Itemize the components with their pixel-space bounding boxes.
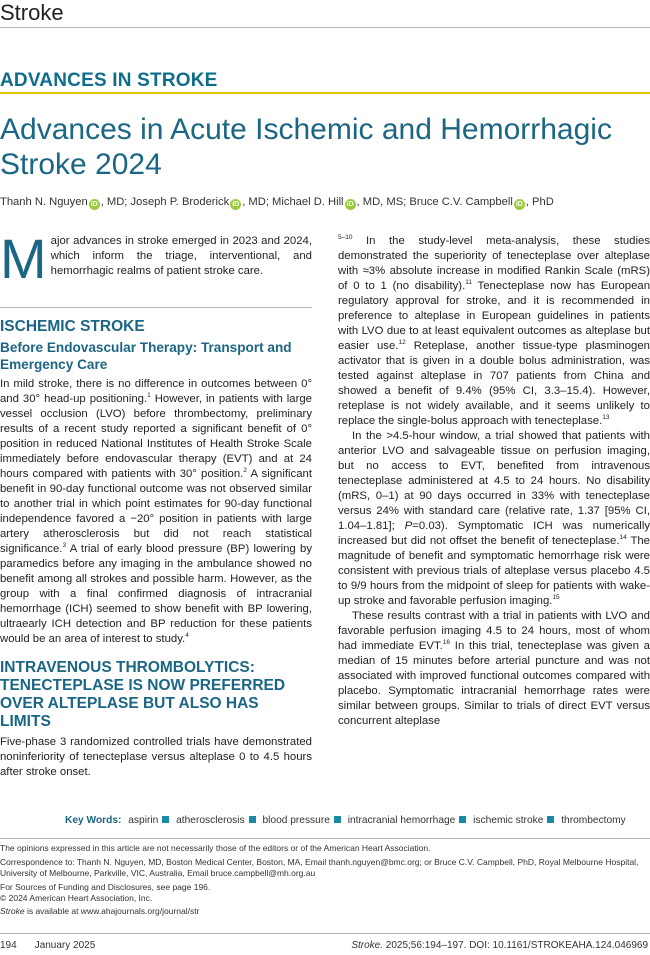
keyword: intracranial hemorrhage xyxy=(347,815,456,826)
reference[interactable]: 3 xyxy=(62,542,67,550)
footnote-divider xyxy=(0,838,650,839)
issue-date: January 2025 xyxy=(34,940,96,951)
keywords-row xyxy=(65,815,626,826)
heading-before-evt: Before Endovascular Therapy: Transport and Emergency Care xyxy=(0,340,292,372)
orcid-icon[interactable]: iD xyxy=(90,201,98,208)
lede-divider xyxy=(0,307,312,308)
square-bullet-icon xyxy=(249,816,256,823)
square-bullet-icon xyxy=(162,816,169,823)
author-name: Thanh N. Nguyen xyxy=(0,196,88,208)
orcid-icon[interactable]: iD xyxy=(346,201,354,208)
keyword: ischemic stroke xyxy=(473,815,544,826)
left-column xyxy=(0,227,312,780)
author-name: Bruce C.V. Campbell xyxy=(409,196,513,208)
reference[interactable]: 12 xyxy=(398,339,406,347)
paragraph-positioning: In mild stroke, there is no difference in outcomes between 0° and 30° head-up positioning.$^1$ However, in patients with large vessel occlusion (LVO) before thrombectomy, preliminary results of a recent study reported a significant benefit of 0° position in reduced National Institutes of Health Stroke Scale immediately before endovascular therapy (EVT) and at 24 hours compared with patients with 30° position.$^2$ A significant benefit in 90-day functional outcome was not observed similar to another trial in which point estimates for 90-day functional independence favored a −20° position in patients with large artery atherosclerosis but did not reach statistical significance.$^3$ A trial of early blood pressure (BP) lowering by paramedics before any imaging in the ambulance showed no benefit among all strokes and possible harm. However, as the group with a final confirmed diagnosis of intracranial hemorrhage (ICH) seemed to show benefit with BP lowering, ultraearly ICH detection and BP reduction for these patients would be an area of interest to study.$^4$ xyxy=(0,378,312,645)
square-bullet-icon xyxy=(547,816,554,823)
section-label: ADVANCES IN STROKE xyxy=(0,70,218,91)
page-footer-left xyxy=(0,940,113,951)
orcid-icon[interactable]: iD xyxy=(232,201,240,208)
journal-name: Stroke xyxy=(0,0,64,25)
reference[interactable]: 15 xyxy=(552,594,560,602)
header-divider xyxy=(0,27,650,28)
square-bullet-icon xyxy=(459,816,466,823)
paragraph-tenecteplase-part2: $^{5-10}$ In the study-level meta-analysis, these studies demonstrated the superiority of tenecteplase over alteplase with ≈3% absolute increase in modified Rankin Scale (mRS) of 0 to 1 (no disability).$^{11}$ Tenecteplase now has European regulatory approval for stroke, and it is recommended in preference to alteplase in European guidelines in patients with LVO due to at least equivalent outcomes as alteplase but easier use.$^{12}$ Reteplase, another tissue-type plasminogen activator that is given in a double bolus administration, was tested against alteplase in 707 patients from China and showed a benefit of 9.4% (95% CI, 3.3–15.4). However, reteplase is not widely available, and it seems unlikely to replace the single-bolus approach with tenecteplase.$^{13}$ xyxy=(338,234,650,427)
reference[interactable]: 4 xyxy=(185,632,189,640)
reference[interactable]: 1 xyxy=(147,392,151,400)
page-footer-divider xyxy=(0,933,650,934)
heading-ischemic-stroke: ISCHEMIC STROKE xyxy=(0,318,145,335)
author-degree: , MD; xyxy=(100,196,131,208)
author-name: Michael D. Hill xyxy=(272,196,344,208)
author-degree: , MD, MS; xyxy=(356,196,410,208)
paragraph-late-window: In the >4.5-hour window, a trial showed that patients with anterior LVO and salvageable tissue on perfusion imaging, but no access to EVT, benefited from intravenous tenecteplase administered at 4.5 to 24 hours. No disability (mRS, 0–1) at 90 days occurred in 33% with tenecteplase versus 24% with standard care (relative rate, 1.37 [95% CI, 1.04–1.81]; P=0.03). Symptomatic ICH was numerically increased but did not offset the benefit of tenecteplase.$^{14}$ The magnitude of benefit and symptomatic hemorrhage risk were consistent with previous trials of alteplase versus placebo 4.5 to 9/9 hours from the midpoint of sleep for patients with wake-up stroke and favorable perfusion imaging.$^{15}$ xyxy=(338,430,650,607)
orcid-icon[interactable]: iD xyxy=(515,201,523,208)
footnote-copyright: © 2024 American Heart Association, Inc. xyxy=(0,893,153,903)
author-degree: , MD; xyxy=(242,196,273,208)
author-degree: , PhD xyxy=(525,196,554,208)
footnote-availability: Stroke is available at www.ahajournals.org/journal/str xyxy=(0,906,200,916)
footnote-disclaimer: The opinions expressed in this article are not necessarily those of the editors or of the American Heart Association. xyxy=(0,843,431,853)
author-name: Joseph P. Broderick xyxy=(130,196,230,208)
footnote-correspondence: Correspondence to: Thanh N. Nguyen, MD, Boston Medical Center, Boston, MA, Email thanh.nguyen@bmc.org; or Bruce C.V. Campbell, PhD, Royal Melbourne Hospital, University of Melbourne, Parkville, VIC, Australia, Email bruce.campbell@mh.org.au xyxy=(0,857,639,878)
right-column xyxy=(338,234,650,729)
reference[interactable]: 14 xyxy=(619,534,627,542)
keywords-label: Key Words: xyxy=(65,815,122,826)
heading-thrombolytics: INTRAVENOUS THROMBOLYTICS: TENECTEPLASE IS NOW PREFERRED OVER ALTEPLASE BUT ALSO HAS LIMITS xyxy=(0,659,286,730)
paragraph-tenecteplase-part1: Five-phase 3 randomized controlled trials have demonstrated noninferiority of tenecteplase versus alteplase 0 to 4.5 hours after stroke onset. xyxy=(0,736,312,778)
author-list xyxy=(0,196,554,210)
keyword: thrombectomy xyxy=(561,815,626,826)
paragraph-lvo-contrast: These results contrast with a trial in patients with LVO and favorable perfusion imaging 4.5 to 24 hours, most of whom had immediate EVT.$^{16}$ In this trial, tenecteplase was given a median of 15 minutes before arterial puncture and was not associated with improved functional outcomes compared with placebo. Symptomatic intracranial hemorrhage rates were similar between groups. Similar to trials of direct EVT versus concurrent alteplase xyxy=(338,610,650,727)
lede-text: ajor advances in stroke emerged in 2023 and 2024, which inform the triage, interventional, and hemorrhagic realms of patient stroke care. xyxy=(50,235,312,277)
keyword: atherosclerosis xyxy=(176,815,245,826)
lede-paragraph xyxy=(0,227,312,299)
reference[interactable]: 13 xyxy=(602,414,610,422)
page-number: 194 xyxy=(0,940,17,951)
reference[interactable]: 2 xyxy=(243,467,247,475)
reference[interactable]: 16 xyxy=(442,639,451,647)
drop-cap: M xyxy=(0,227,47,290)
square-bullet-icon xyxy=(334,816,341,823)
accent-divider xyxy=(0,92,650,94)
citation: Stroke. 2025;56:194–197. DOI: 10.1161/STROKEAHA.124.046969 xyxy=(351,940,648,951)
keyword: aspirin xyxy=(128,815,159,826)
article-title: Advances in Acute Ischemic and Hemorrhagic Stroke 2024 xyxy=(0,113,612,181)
reference[interactable]: 5–10 xyxy=(338,234,353,242)
keyword: blood pressure xyxy=(262,815,330,826)
footnote-funding: For Sources of Funding and Disclosures, see page 196. xyxy=(0,882,211,892)
reference[interactable]: 11 xyxy=(465,279,472,287)
